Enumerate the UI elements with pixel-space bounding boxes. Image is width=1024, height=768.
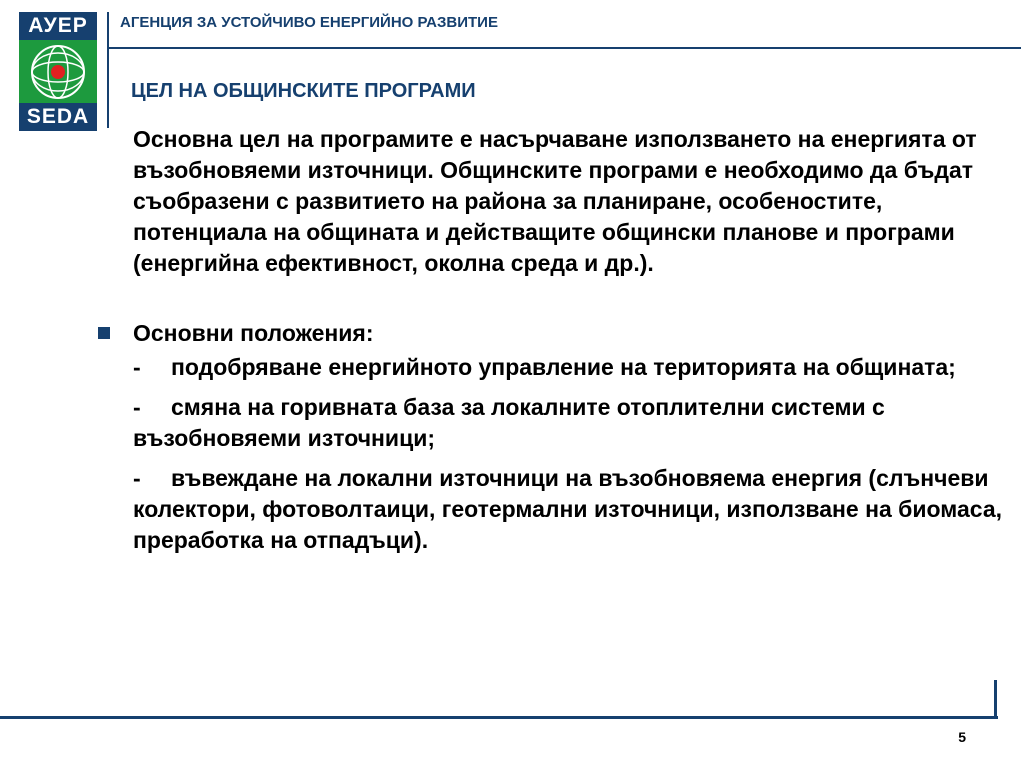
list-item — [133, 392, 1013, 454]
logo-top-text: АУЕР — [19, 12, 97, 40]
key-points-section — [133, 318, 1013, 556]
globe-icon — [19, 42, 97, 102]
slide-content — [133, 124, 1013, 556]
slide-title: ЦЕЛ НА ОБЩИНСКИТЕ ПРОГРАМИ — [131, 80, 476, 102]
list-item-text: въвеждане на локални източници на възобновяема енергия (слънчеви колектори, фотоволтаици, геотермални източници, използване на биомаса, преработка на отпадъци). — [133, 465, 1003, 553]
intro-paragraph: Основна цел на програмите е насърчаване използването на енергията от възобновяеми източници. Общинските програми е необходимо да бъдат съобразени с развитието на района за планиране, особеностите, потенциала на общината и действащите общински планове и програми (енергийна ефективност, околна среда и др.). — [133, 126, 977, 276]
list-item-text: смяна на горивната база за локалните отоплителни системи с възобновяеми източници; — [133, 394, 885, 451]
dash-marker: - — [133, 394, 141, 420]
page-number: 5 — [958, 729, 966, 745]
footer-vertical-divider — [994, 680, 997, 719]
header-vertical-divider — [107, 12, 109, 128]
list-item-text: подобряване енергийното управление на територията на общината; — [171, 354, 956, 380]
dash-marker: - — [133, 354, 141, 380]
footer-divider — [0, 716, 998, 719]
seda-logo — [19, 12, 97, 131]
dash-marker: - — [133, 465, 141, 491]
logo-bottom-text: SEDA — [19, 103, 97, 131]
header-divider — [107, 47, 1021, 49]
agency-name: АГЕНЦИЯ ЗА УСТОЙЧИВО ЕНЕРГИЙНО РАЗВИТИЕ — [120, 14, 498, 31]
section-heading: Основни положения: — [133, 320, 374, 346]
square-bullet-icon — [98, 327, 110, 339]
list-item — [133, 352, 1013, 383]
list-item — [133, 463, 1013, 556]
